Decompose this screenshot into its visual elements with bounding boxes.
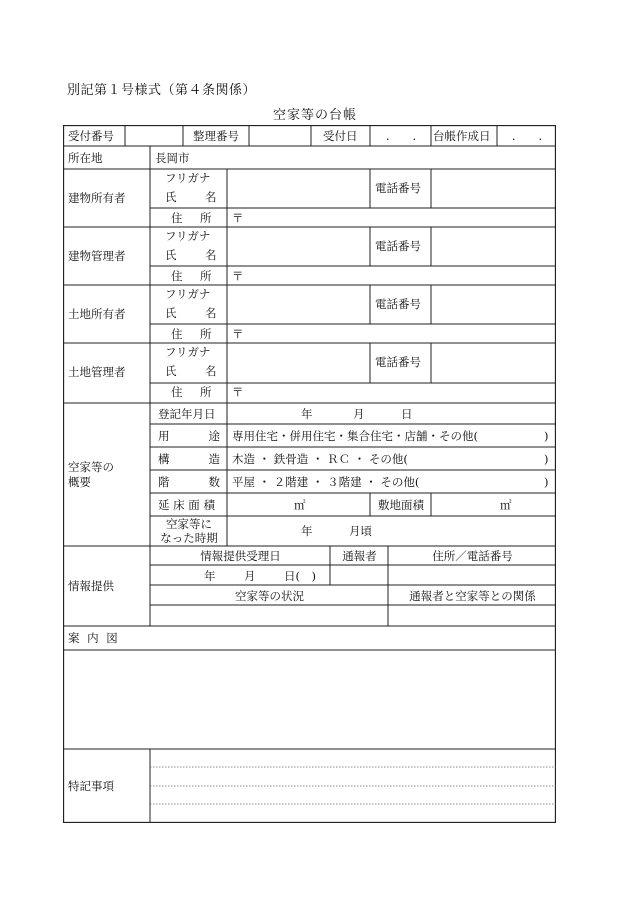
use-options[interactable]: 専用住宅・併用住宅・集合住宅・店舗・その他( <box>232 429 478 443</box>
land-manager-name-label-a: 氏 <box>165 364 177 378</box>
land-manager-phone-label: 電話番号 <box>375 355 421 369</box>
structure-options[interactable]: 木造 ・ 鉄骨造 ・ ＲＣ ・ その他( <box>232 452 408 466</box>
building-owner-postal-mark[interactable]: 〒 <box>232 211 244 225</box>
building-manager-address-label-a: 住 <box>171 269 183 283</box>
land-owner-name-field[interactable] <box>228 286 369 324</box>
land-owner-phone-field[interactable] <box>432 286 555 324</box>
floor-area-label: 延 床 面 積 <box>158 498 215 512</box>
land-manager-furigana-label: フリガナ <box>165 345 211 359</box>
building-manager-phone-field[interactable] <box>432 228 555 266</box>
info-received-date-label: 情報提供受理日 <box>200 549 281 563</box>
form-heading: 別記第１号様式（第４条関係） <box>67 83 257 98</box>
receipt-date-field[interactable]: . . <box>385 129 417 143</box>
receipt-number-label: 受付番号 <box>68 129 114 143</box>
building-manager-name-field[interactable] <box>228 228 369 266</box>
building-owner-name-field[interactable] <box>228 170 369 208</box>
land-manager-address-label-b: 所 <box>200 385 212 399</box>
land-manager-name-field[interactable] <box>228 344 369 382</box>
land-owner-name-label-a: 氏 <box>165 306 177 320</box>
address-phone-field[interactable] <box>389 566 555 584</box>
form-title: 空家等の台帳 <box>272 108 357 123</box>
building-owner-name-label-a: 氏 <box>165 190 177 204</box>
building-manager-postal-mark[interactable]: 〒 <box>232 269 244 283</box>
land-owner-postal-mark[interactable]: 〒 <box>232 327 244 341</box>
building-owner-label: 建物所有者 <box>68 191 126 205</box>
ledger-table <box>63 125 556 823</box>
land-manager-address-label-a: 住 <box>171 385 183 399</box>
vacant-since-year-unit: 年 <box>301 524 313 538</box>
floor-area-unit[interactable]: ㎡ <box>294 498 306 512</box>
vacant-status-field[interactable] <box>151 606 387 625</box>
reference-number-field[interactable] <box>250 126 310 145</box>
vacant-status-label: 空家等の状況 <box>235 589 304 603</box>
reference-number-label: 整理番号 <box>193 129 239 143</box>
land-manager-name-label-b: 名 <box>205 364 217 378</box>
address-phone-label: 住所／電話番号 <box>432 549 513 563</box>
remarks-field[interactable] <box>151 750 555 822</box>
building-manager-label: 建物管理者 <box>68 249 126 263</box>
land-owner-label: 土地所有者 <box>68 307 126 321</box>
building-owner-address-label-a: 住 <box>171 211 183 225</box>
building-owner-phone-field[interactable] <box>432 170 555 208</box>
info-provision-label: 情報提供 <box>68 579 114 593</box>
receipt-date-label: 受付日 <box>323 129 358 143</box>
land-owner-furigana-label: フリガナ <box>165 287 211 301</box>
info-day-unit[interactable]: 日( ) <box>284 569 316 583</box>
use-label: 用 途 <box>158 429 220 443</box>
land-manager-phone-field[interactable] <box>432 344 555 382</box>
informant-relation-field[interactable] <box>389 606 555 625</box>
ledger-date-label: 台帳作成日 <box>433 129 491 143</box>
registration-month-unit: 月 <box>353 407 365 421</box>
receipt-number-field[interactable] <box>126 126 182 145</box>
land-owner-address-label-b: 所 <box>200 327 212 341</box>
informant-relation-label: 通報者と空家等との関係 <box>409 589 536 603</box>
ledger-date-field[interactable]: . . <box>511 129 543 143</box>
land-manager-postal-mark[interactable]: 〒 <box>232 385 244 399</box>
floors-label: 階 数 <box>158 475 220 489</box>
registration-year-unit: 年 <box>301 407 313 421</box>
informant-label: 通報者 <box>342 549 377 563</box>
informant-field[interactable] <box>331 566 387 584</box>
floors-options[interactable]: 平屋 ・ ２階建 ・ ３階建 ・ その他( <box>232 475 420 489</box>
structure-close-paren: ) <box>544 452 549 466</box>
vacant-since-month-unit[interactable]: 月頃 <box>349 524 372 538</box>
structure-label: 構 造 <box>158 452 220 466</box>
land-manager-label: 土地管理者 <box>68 365 126 379</box>
info-month-unit: 月 <box>244 569 256 583</box>
guide-map-area[interactable] <box>64 651 555 748</box>
building-manager-address-label-b: 所 <box>200 269 212 283</box>
floors-close-paren: ) <box>544 475 549 489</box>
remarks-label: 特記事項 <box>68 779 114 793</box>
use-close-paren: ) <box>544 429 549 443</box>
info-year-unit: 年 <box>204 569 216 583</box>
registration-date-label: 登記年月日 <box>158 407 216 421</box>
building-manager-name-label-b: 名 <box>205 248 217 262</box>
overview-label-line2: 概要 <box>68 475 91 489</box>
overview-label-line1: 空家等の <box>68 460 114 474</box>
building-owner-name-label-b: 名 <box>205 190 217 204</box>
building-owner-furigana-label: フリガナ <box>165 171 211 185</box>
building-manager-phone-label: 電話番号 <box>375 239 421 253</box>
land-owner-address-label-a: 住 <box>171 327 183 341</box>
land-owner-name-label-b: 名 <box>205 306 217 320</box>
site-area-unit[interactable]: ㎡ <box>500 498 512 512</box>
building-owner-address-label-b: 所 <box>200 211 212 225</box>
guide-map-label: 案 内 図 <box>68 631 120 645</box>
vacant-since-label-line1: 空家等に <box>166 517 212 531</box>
location-label: 所在地 <box>68 151 103 165</box>
location-field[interactable]: 長岡市 <box>155 151 190 165</box>
building-manager-furigana-label: フリガナ <box>165 229 211 243</box>
registration-day-unit: 日 <box>401 407 413 421</box>
land-owner-phone-label: 電話番号 <box>375 297 421 311</box>
vacant-since-label-line2: なった時期 <box>160 531 218 545</box>
site-area-label: 敷地面積 <box>378 498 424 512</box>
building-owner-phone-label: 電話番号 <box>375 181 421 195</box>
building-manager-name-label-a: 氏 <box>165 248 177 262</box>
